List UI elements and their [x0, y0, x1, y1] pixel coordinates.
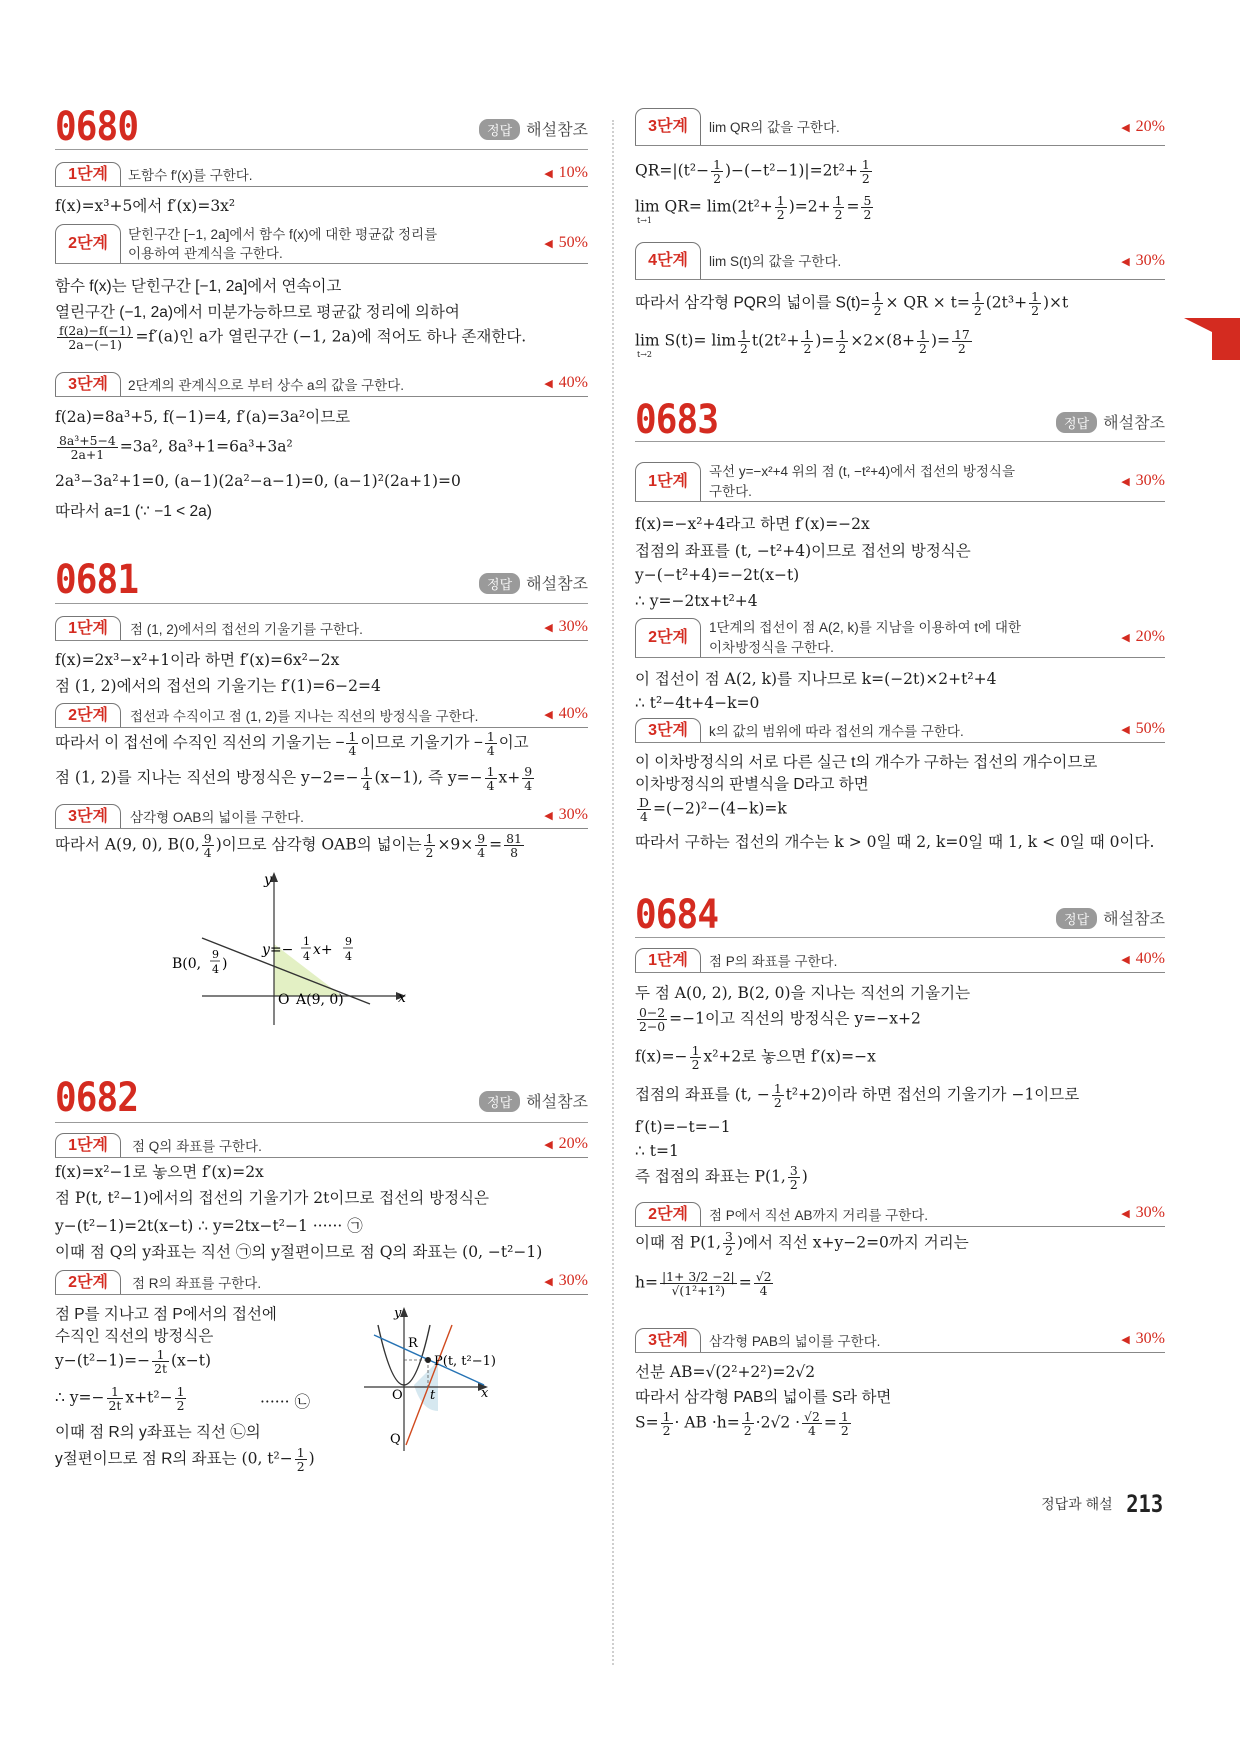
- solution-line: QR=|(t²− $\frac{1}{2}$ )−(−t²−1)|=2t²+ $\frac{1}{2}$: [635, 157, 870, 187]
- solution-line: 이차방정식의 판별식을 D라고 하면: [635, 776, 869, 793]
- svg-text:R: R: [408, 1336, 418, 1351]
- svg-text:O: O: [392, 1388, 403, 1403]
- step-percent: ◀ 50%: [1121, 720, 1165, 737]
- solution-line: ∴ t²−4t+4−k=0: [635, 694, 760, 712]
- point-a-label: A(9, 0): [296, 992, 344, 1008]
- step-desc-2: 이차방정식을 구한다.: [709, 640, 834, 655]
- solution-line: 이때 점 P(1, $\frac{3}{2}$ )에서 직선 x+y−2=0까지 거리는: [635, 1229, 969, 1259]
- step-badge: 3단계: [55, 372, 121, 396]
- step-badge: 2단계: [55, 703, 121, 727]
- step-3: [55, 372, 588, 397]
- problem-number: 0680: [55, 104, 139, 150]
- step-percent: ◀ 40%: [544, 705, 588, 722]
- step-desc: 삼각형 PAB의 넓이를 구한다.: [709, 1334, 881, 1349]
- problem-number: 0684: [635, 892, 719, 938]
- svg-text:y: y: [394, 1306, 402, 1321]
- graph-0681: [162, 870, 532, 1030]
- step-3: [635, 718, 1165, 743]
- solution-line: S= $\frac{1}{2}$ · AB ·h= $\frac{1}{2}$ ·2√2 · $\frac{√2}{4}$ = $\frac{1}{2}$: [635, 1409, 849, 1439]
- problem-number: 0681: [55, 557, 139, 603]
- step-desc: 도함수 f′(x)를 구한다.: [128, 168, 253, 183]
- solution-line: 점 P를 지나고 점 P에서의 접선에: [55, 1306, 277, 1323]
- problem-rule: [55, 603, 588, 604]
- solution-line: f(x)=−x²+4라고 하면 f′(x)=−2x: [635, 515, 870, 533]
- svg-text:t: t: [430, 1388, 436, 1403]
- step-percent: ◀ 30%: [544, 806, 588, 823]
- step-desc: lim S(t)의 값을 구한다.: [709, 254, 842, 269]
- step-desc-1: 1단계의 접선이 점 A(2, k)를 지남을 이용하여 t에 대한: [709, 620, 1022, 635]
- step-2: [55, 1270, 588, 1295]
- step-desc: k의 값의 범위에 따라 접선의 개수를 구한다.: [709, 724, 964, 739]
- step-3: [55, 804, 588, 829]
- solution-line: 수직인 직선의 방정식은: [55, 1328, 214, 1345]
- step-2: [55, 703, 588, 728]
- step-desc: 점 Q의 좌표를 구한다.: [132, 1139, 262, 1154]
- solution-line: 접점의 좌표를 (t, − $\frac{1}{2}$ t²+2)이라 하면 접선의 기울기가 −1이므로: [635, 1081, 1080, 1111]
- step-desc: 2단계의 관계식으로 부터 상수 a의 값을 구한다.: [128, 378, 405, 393]
- step-3: [635, 1328, 1165, 1353]
- step-percent: ◀ 30%: [1121, 1330, 1165, 1347]
- lim-subscript: t→2: [637, 350, 653, 359]
- step-4: [635, 242, 1165, 280]
- solution-line: 이 이차방정식의 서로 다른 실근 t의 개수가 구하는 접선의 개수이므로: [635, 754, 1098, 771]
- step-percent: ◀ 30%: [1121, 252, 1165, 269]
- step-percent: ◀ 20%: [544, 1135, 588, 1152]
- step-percent: ◀ 40%: [544, 374, 588, 391]
- solution-line: lim QR= lim(2t²+ $\frac{1}{2}$ )=2+ $\frac{1}{2}$ = $\frac{5}{2}$: [635, 193, 872, 223]
- step-percent: ◀ 50%: [544, 234, 588, 251]
- solution-line: 따라서 삼각형 PAB의 넓이를 S라 하면: [635, 1389, 892, 1406]
- solution-line: y−(t²−1)=− $\frac{1}{2t}$ (x−t): [55, 1347, 212, 1377]
- svg-text:1: 1: [303, 935, 310, 948]
- step-percent: ◀ 30%: [544, 1272, 588, 1289]
- step-percent: ◀ 10%: [544, 164, 588, 181]
- column-divider: [612, 120, 614, 1665]
- footer-label: 정답과 해설: [1041, 1496, 1113, 1512]
- chapter-tab: [1212, 318, 1240, 360]
- solution-line: y절편이므로 점 R의 좌표는 (0, t²− $\frac{1}{2}$ ): [55, 1445, 315, 1475]
- step-percent: ◀ 40%: [1121, 950, 1165, 967]
- solution-line: ∴ y=−2tx+t²+4: [635, 592, 758, 610]
- solution-line: f(x)=2x³−x²+1이라 하면 f′(x)=6x²−2x: [55, 651, 340, 669]
- lim-subscript: t→1: [637, 216, 653, 225]
- step-badge: 3단계: [55, 804, 121, 828]
- point-b-label: B(0,: [172, 956, 202, 972]
- svg-text:x+: x+: [313, 942, 333, 958]
- solution-line: y−(−t²+4)=−2t(x−t): [635, 566, 800, 584]
- line-label: y=−: [262, 942, 294, 958]
- solution-line: f(x)=x³+5에서 f′(x)=3x²: [55, 197, 236, 215]
- step-percent: ◀ 30%: [1121, 472, 1165, 489]
- solution-line: ∴ t=1: [635, 1142, 679, 1160]
- solution-line: 점 (1, 2)를 지나는 직선의 방정식은 y−2=− $\frac{1}{4}$ (x−1), 즉 y=− $\frac{1}{4}$ x+ $\frac{9}{4}$: [55, 764, 533, 794]
- step-desc-2: 구한다.: [709, 484, 752, 499]
- solution-line: 2a³−3a²+1=0, (a−1)(2a²−a−1)=0, (a−1)²(2a+1)=0: [55, 472, 461, 490]
- problem-rule: [635, 937, 1165, 938]
- step-badge: 2단계: [55, 1270, 121, 1294]
- solution-line: 이때 점 R의 y좌표는 직선 ㉡의: [55, 1424, 261, 1441]
- step-desc: 점 (1, 2)에서의 접선의 기울기를 구한다.: [130, 622, 363, 637]
- origin-label: O: [278, 992, 290, 1008]
- solution-line: 이때 점 Q의 y좌표는 직선 ㉠의 y절편이므로 점 Q의 좌표는 (0, −t²−1): [55, 1243, 543, 1261]
- step-desc: lim QR의 값을 구한다.: [709, 120, 840, 135]
- step-desc: 삼각형 OAB의 넓이를 구한다.: [130, 810, 304, 825]
- step-desc: 점 R의 좌표를 구한다.: [132, 1276, 262, 1291]
- solution-line: 따라서 이 접선에 수직인 직선의 기울기는 − $\frac{1}{4}$ 이므로 기울기가 − $\frac{1}{4}$ 이고: [55, 729, 529, 759]
- solution-line: f′(t)=−t=−1: [635, 1118, 731, 1136]
- step-desc-1: 곡선 y=−x²+4 위의 점 (t, −t²+4)에서 접선의 방정식을: [709, 464, 1015, 479]
- step-percent: ◀ 20%: [1121, 118, 1165, 135]
- solution-line: ······ ㉡: [260, 1393, 310, 1411]
- svg-text:4: 4: [212, 963, 219, 976]
- solution-line: 선분 AB=√(2²+2²)=2√2: [635, 1363, 816, 1381]
- answer-label: 정답 해설참조: [1056, 906, 1165, 929]
- step-badge: 4단계: [635, 242, 701, 279]
- problem-rule: [55, 1122, 588, 1123]
- solution-line: 이 접선이 점 A(2, k)를 지나므로 k=(−2t)×2+t²+4: [635, 670, 997, 688]
- problem-number: 0683: [635, 397, 719, 443]
- svg-text:4: 4: [303, 950, 310, 963]
- svg-text:9: 9: [212, 948, 219, 961]
- svg-text:): ): [222, 956, 228, 972]
- step-badge: 3단계: [635, 108, 701, 145]
- solution-line: lim S(t)= lim $\frac{1}{2}$ t(2t²+ $\frac{1}{2}$ )= $\frac{1}{2}$ ×2×(8+ $\frac{1}{2}$ )= $\frac{17}{2}$: [635, 327, 970, 357]
- solution-line: $\frac{D}{4}$ =(−2)²−(4−k)=k: [639, 795, 787, 825]
- step-percent: ◀ 20%: [1121, 628, 1165, 645]
- svg-text:P(t, t²−1): P(t, t²−1): [434, 1354, 496, 1369]
- solution-line: f(2a)=8a³+5, f(−1)=4, f′(a)=3a²이므로: [55, 408, 351, 426]
- step-1: [55, 1133, 588, 1158]
- graph-0682: [354, 1305, 554, 1455]
- solution-line: 점 (1, 2)에서의 접선의 기울기는 f′(1)=6−2=4: [55, 677, 381, 695]
- solution-line: 함수 f(x)는 닫힌구간 [−1, 2a]에서 연속이고: [55, 278, 342, 295]
- svg-text:9: 9: [345, 935, 352, 948]
- step-badge: 1단계: [55, 1133, 121, 1157]
- step-badge: 2단계: [635, 618, 701, 657]
- step-percent: ◀ 30%: [544, 618, 588, 635]
- answer-label: 정답 해설참조: [479, 571, 588, 594]
- step-percent: ◀ 30%: [1121, 1204, 1165, 1221]
- x-axis-label: x: [398, 990, 406, 1006]
- solution-line: $\frac{f(2a)-f(-1)}{2a-(-1)}$ =f′(a)인 a가 열린구간 (−1, 2a)에 적어도 하나 존재한다.: [59, 323, 527, 353]
- step-2: [635, 618, 1165, 658]
- solution-line: ∴ y=− $\frac{1}{2t}$ x+t²− $\frac{1}{2}$: [55, 1384, 185, 1414]
- step-2: [55, 224, 588, 264]
- step-desc: 점 P에서 직선 AB까지 거리를 구한다.: [709, 1208, 929, 1223]
- step-badge: 2단계: [55, 224, 121, 263]
- solution-line: h= $\frac{|1+ 3/2 -2|}{\text{√(1²+1²)}}$ = $\frac{√2}{4}$: [635, 1269, 772, 1299]
- page-footer: [1041, 1490, 1166, 1518]
- step-desc-1: 닫힌구간 [−1, 2a]에서 함수 f(x)에 대한 평균값 정리를: [128, 227, 438, 242]
- step-desc-2: 이용하여 관계식을 구한다.: [128, 246, 283, 261]
- solution-line: 따라서 A(9, 0), B(0, $\frac{9}{4}$ )이므로 삼각형 OAB의 넓이는 $\frac{1}{2}$ ×9× $\frac{9}{4}$ = $\frac{81}{8}$: [55, 831, 522, 861]
- step-badge: 2단계: [635, 1202, 701, 1226]
- solution-line: 두 점 A(0, 2), B(2, 0)을 지나는 직선의 기울기는: [635, 984, 971, 1002]
- step-badge: 1단계: [635, 462, 701, 501]
- solution-line: 따라서 a=1 (∵ −1 < 2a): [55, 503, 212, 520]
- answer-label: [479, 117, 588, 140]
- svg-text:x: x: [481, 1386, 489, 1401]
- solution-line: $\frac{0-2}{2-0}$ =−1이고 직선의 방정식은 y=−x+2: [639, 1005, 921, 1035]
- solution-line: 열린구간 (−1, 2a)에서 미분가능하므로 평균값 정리에 의하여: [55, 304, 460, 321]
- step-1: [55, 162, 588, 187]
- solution-line: y−(t²−1)=2t(x−t) ∴ y=2tx−t²−1 ······ ㉠: [55, 1217, 363, 1235]
- problem-rule: [55, 149, 588, 150]
- problem-number: 0682: [55, 1075, 139, 1121]
- step-desc: 점 P의 좌표를 구한다.: [709, 954, 838, 969]
- step-3: [635, 108, 1165, 146]
- solution-line: 즉 접점의 좌표는 P(1, $\frac{3}{2}$ ): [635, 1163, 808, 1193]
- step-2: [635, 1202, 1165, 1227]
- step-1: [635, 948, 1165, 973]
- answer-label: 정답 해설참조: [479, 1089, 588, 1112]
- problem-rule: [635, 441, 1165, 442]
- solution-line: 따라서 삼각형 PQR의 넓이를 S(t)= $\frac{1}{2}$ × QR × t= $\frac{1}{2}$ (2t³+ $\frac{1}{2}$ )×t: [635, 289, 1069, 319]
- page-number: 213: [1125, 1490, 1163, 1518]
- solution-line: f(x)=x²−1로 놓으면 f′(x)=2x: [55, 1163, 264, 1181]
- answer-text: 해설참조: [526, 122, 588, 139]
- answer-tag: 정답: [479, 119, 520, 140]
- y-axis-label: y: [264, 872, 272, 888]
- solution-line: 따라서 구하는 접선의 개수는 k > 0일 때 2, k=0일 때 1, k < 0일 때 0이다.: [635, 833, 1155, 851]
- answer-label: 정답 해설참조: [1056, 410, 1165, 433]
- solution-line: f(x)=− $\frac{1}{2}$ x²+2로 놓으면 f′(x)=−x: [635, 1043, 876, 1073]
- step-desc: 접선과 수직이고 점 (1, 2)를 지나는 직선의 방정식을 구한다.: [130, 709, 479, 724]
- step-1: [635, 462, 1165, 502]
- solution-line: $\frac{\text{8a³+5−4}}{2a+1}$ =3a², 8a³+1=6a³+3a²: [59, 433, 293, 463]
- step-badge: 3단계: [635, 1328, 701, 1352]
- step-badge: 1단계: [635, 948, 701, 972]
- step-1: [55, 616, 588, 641]
- solution-line: 점 P(t, t²−1)에서의 접선의 기울기가 2t이므로 접선의 방정식은: [55, 1189, 489, 1207]
- step-badge: 1단계: [55, 162, 121, 186]
- step-badge: 3단계: [635, 718, 701, 742]
- svg-text:4: 4: [345, 950, 352, 963]
- solution-line: 접점의 좌표를 (t, −t²+4)이므로 접선의 방정식은: [635, 542, 971, 560]
- step-badge: 1단계: [55, 616, 121, 640]
- svg-text:Q: Q: [390, 1432, 401, 1447]
